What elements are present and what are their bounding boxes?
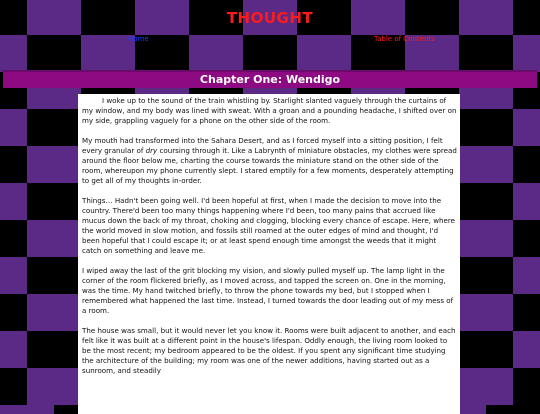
paragraph <box>82 196 457 257</box>
chapter-text-panel <box>78 94 460 414</box>
chapter-title: Chapter One: Wendigo <box>3 72 537 88</box>
paragraph <box>82 96 457 126</box>
paragraph-emphasis: dry <box>145 145 158 155</box>
paragraph-text: I woke up to the sound of the train whistling by. Starlight slanted vaguely through the curtains of my window, and my body was lined with sweat. With a groan and a pounding headache, I shifted over on my side, grappling vaguely for a phone on the other side of the room. <box>82 96 457 126</box>
paragraph <box>82 326 457 376</box>
paragraph-text: The house was small, but it would never let you know it. Rooms were built adjacent to another, and each felt like it was built at a different point in the house's lifespan. Oddly enough, the living room looked to be the most recent; my bedroom appeared to be the oldest. If you spent any significant time studying the architecture of the building; my room was one of the newer additions, having started out as a sunroom, and steadily <box>82 325 456 376</box>
site-title: THOUGHT <box>226 9 314 27</box>
paragraph-text: Things… Hadn't been going well. I'd been hopeful at first, when I made the decision to move into the country. There'd been too many things happening where I'd been, too many pains that accrued like mucus down the back of my throat, choking and clogging, blocking every chance of escape. Here, where the world moved in slow motion, and fossils still roamed at the outer edges of mind and thought, I'd been hopeful that I could escape it; or at least spend enough time amongst the weeds that it might catch on something and leave me. <box>82 195 455 256</box>
nav-table-of-contents-link[interactable]: Table of Contents <box>374 35 435 43</box>
paragraph-text: My mouth had transformed into the Sahara Desert, and as I forced myself into a sitting position, I felt every granular of <box>82 135 443 155</box>
paragraph <box>82 136 457 186</box>
paragraph-text: coursing through it. Like a Labrynth of miniature obstacles, my clothes were spread around the floor below me, charting the course towards the miniature stand on the other side of the room, whereupon my phone currently slept. I stared emptily for a few moments, desperately attempting to get all of my thoughts in-order. <box>82 145 457 186</box>
nav-home-link[interactable]: Home <box>128 35 149 43</box>
paragraph <box>82 266 457 316</box>
paragraph-text: I wiped away the last of the grit blocking my vision, and slowly pulled myself up. The lamp light in the corner of the room flickered briefly, as I moved across, and tapped the screen on. One in the morning, was the time. My hand twitched briefly, to throw the phone towards my bed, but I stopped when I remembered what happened the last time. Instead, I turned towards the door leading out of my mess of a room. <box>82 265 454 316</box>
